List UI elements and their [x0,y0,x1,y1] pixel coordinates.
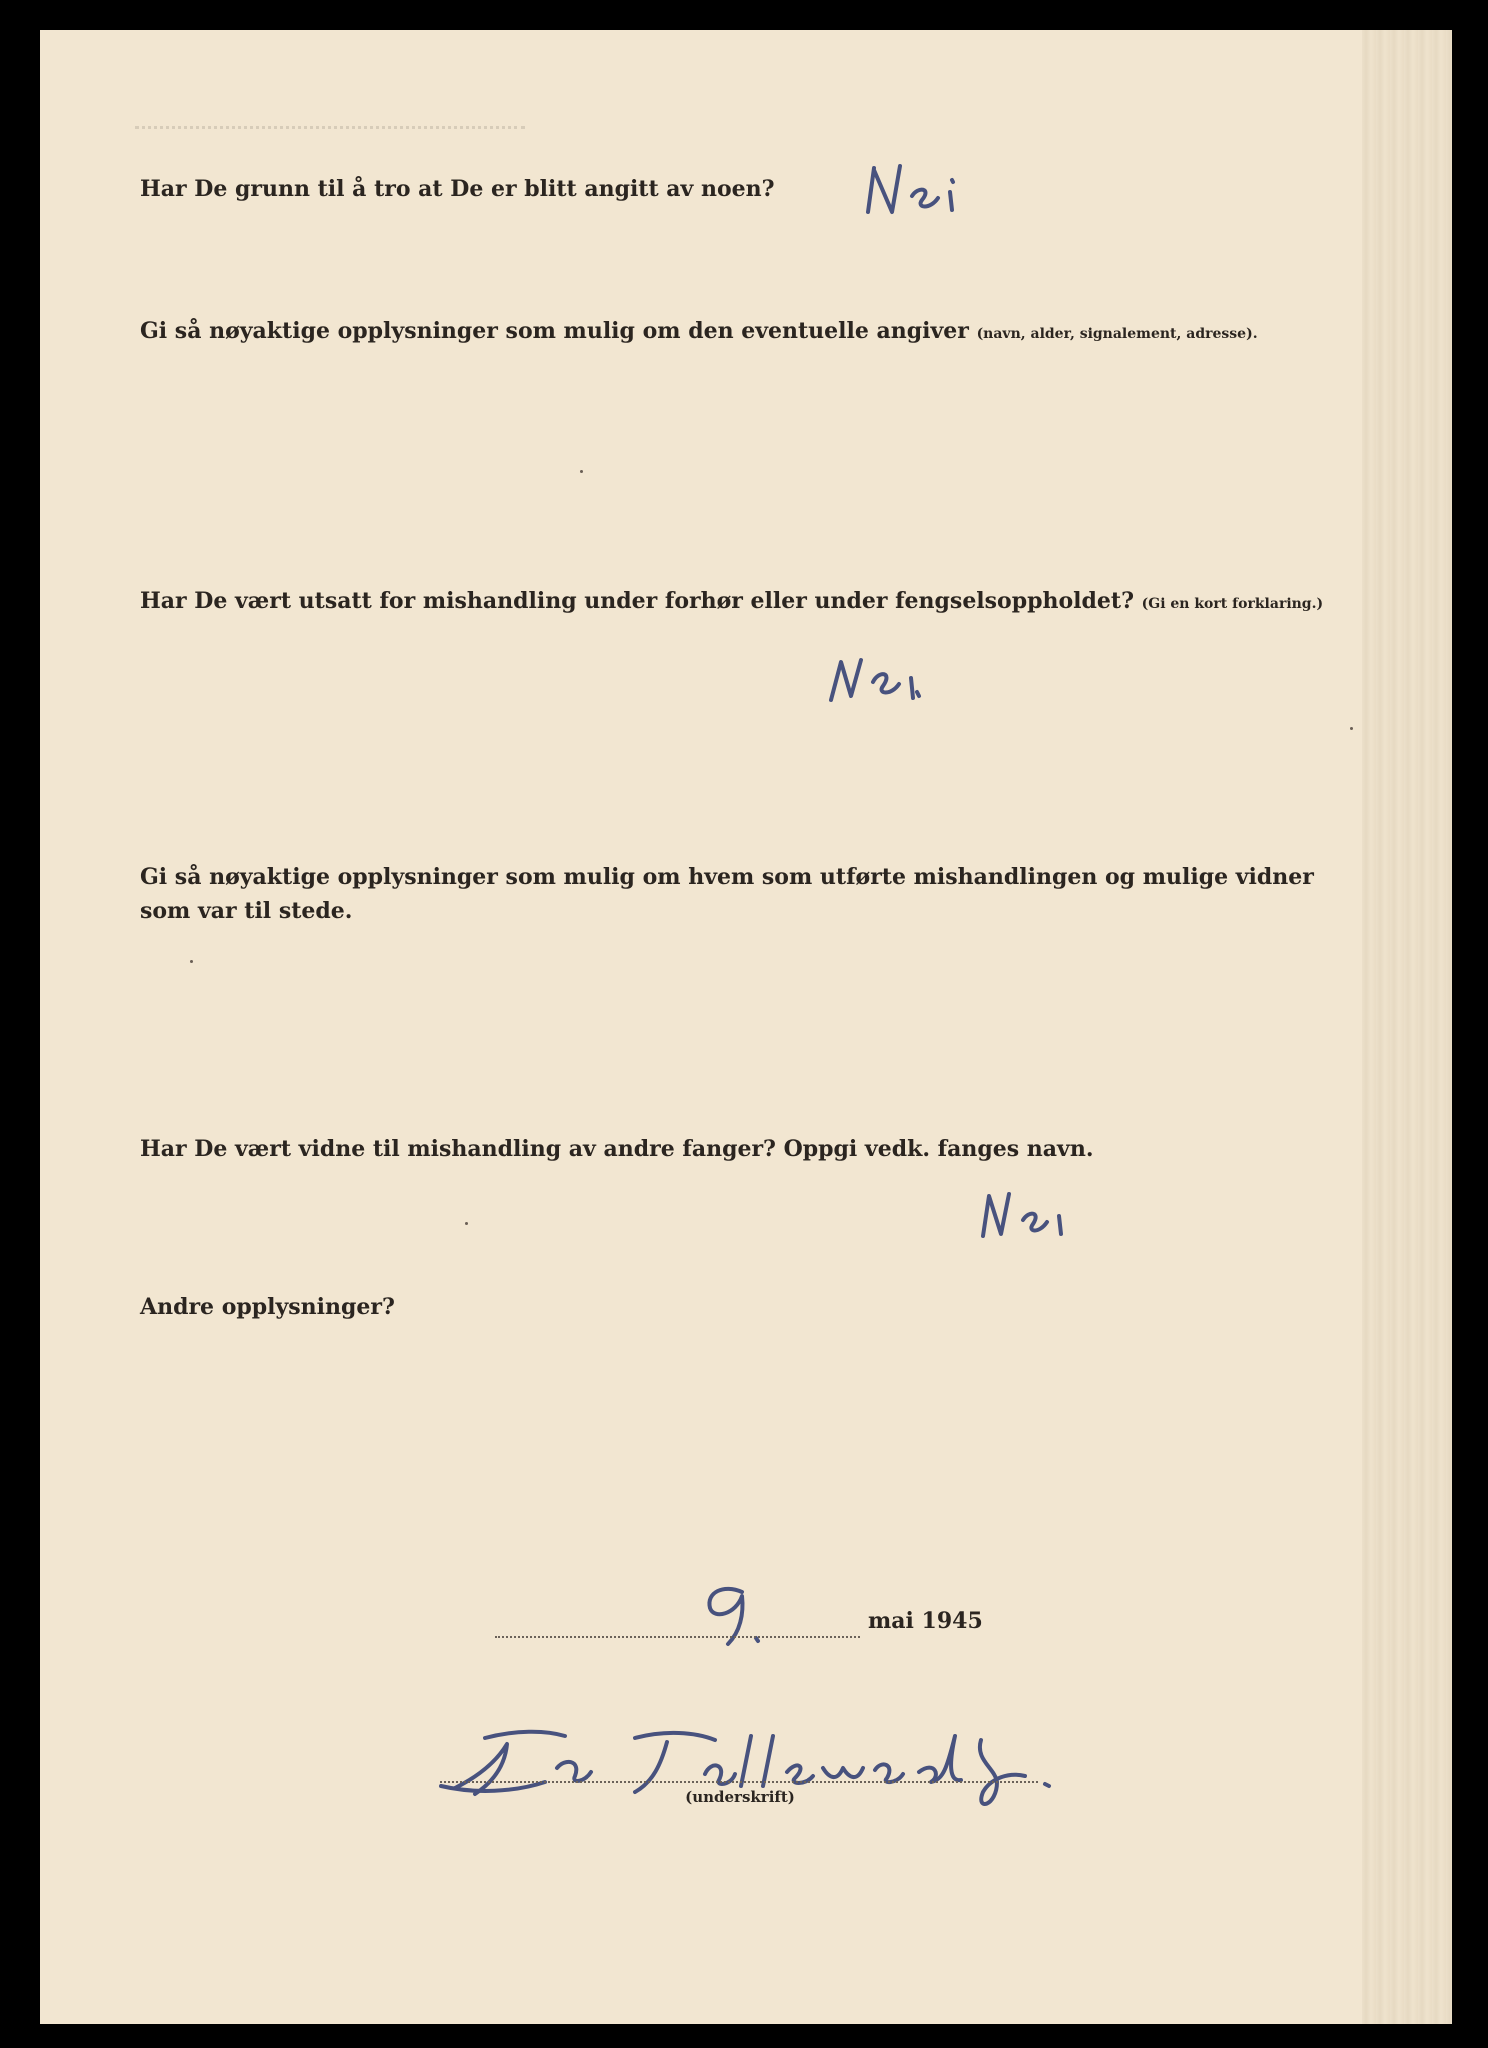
question-3-note: (Gi en kort forklaring.) [1141,596,1324,612]
question-2-text: Gi så nøyaktige opplysninger som mulig om den eventuelle angiver [140,318,969,344]
date-line [495,1600,1015,1648]
paper-speck [465,1222,468,1225]
answer-3-handwriting [825,642,935,712]
document-page [40,30,1452,2024]
signature-dotted-line [440,1781,1038,1783]
question-6-text: Andre opplysninger? [140,1294,395,1320]
answer-5-handwriting [975,1186,1085,1246]
answer-1-handwriting [860,160,970,230]
question-3 [140,584,1352,621]
question-2-note: (navn, alder, signalement, adresse). [976,326,1258,342]
paper-speck [1350,727,1353,730]
question-1-text: Har De grunn til å tro at De er blitt angitt av noen? [140,176,775,202]
question-3-text: Har De vært utsatt for mishandling under forhør eller under fengselsoppholdet? [140,588,1134,614]
question-5-text: Har De vært vidne til mishandling av andre fanger? Oppgi vedk. fanges navn. [140,1136,1094,1162]
paper-speck [190,960,193,963]
question-1 [140,172,1352,206]
question-5 [140,1132,1352,1166]
date-day-handwriting [690,1578,770,1658]
question-2 [140,314,1352,351]
date-dotted-line [495,1636,860,1638]
paper-speck [1390,1138,1393,1141]
question-4 [140,860,1352,928]
paper-speck [580,470,583,473]
question-6 [140,1290,1352,1324]
question-4-text: Gi så nøyaktige opplysninger som mulig om hvem som utførte mishandlingen og mulige vidner som var til stede. [140,864,1314,924]
date-month-year: mai 1945 [868,1608,983,1634]
signature-caption: (underskrift) [685,1788,795,1806]
bleed-through-mark [135,112,525,129]
